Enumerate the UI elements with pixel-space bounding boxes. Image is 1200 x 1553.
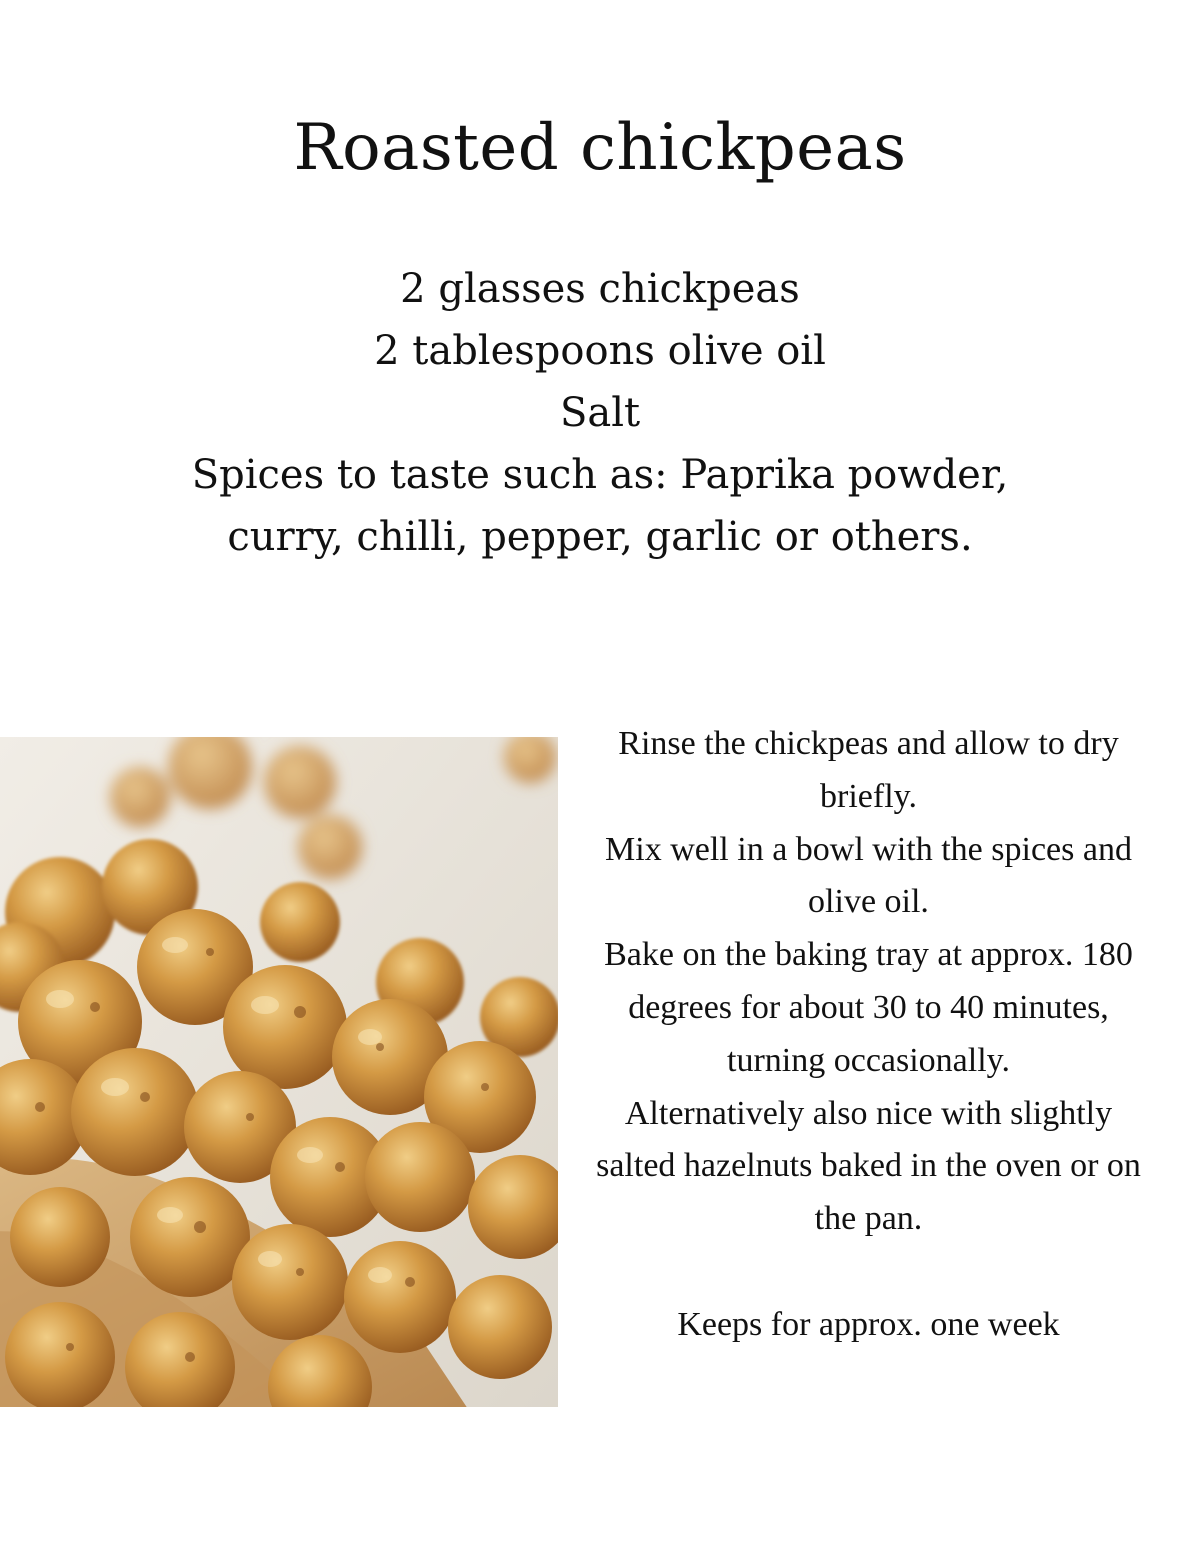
- ingredient-line: Salt: [559, 390, 641, 436]
- ingredient-line: 2 tablespoons olive oil: [374, 328, 826, 374]
- instructions: [596, 718, 1141, 1352]
- ingredients-list: [0, 258, 1200, 568]
- roasted-chickpeas-photo: [0, 737, 558, 1407]
- instruction-step: Bake on the baking tray at approx. 180 degrees for about 30 to 40 minutes, turning occasionally.: [604, 936, 1133, 1079]
- paragraph-spacer: [596, 1246, 1141, 1299]
- ingredient-line: Spices to taste such as: Paprika powder,: [191, 452, 1009, 498]
- storage-note: Keeps for approx. one week: [677, 1305, 1060, 1343]
- instruction-step: Mix well in a bowl with the spices and olive oil.: [605, 830, 1132, 921]
- instruction-step: Alternatively also nice with slightly salted hazelnuts baked in the oven or on the pan.: [596, 1094, 1141, 1238]
- ingredient-line: 2 glasses chickpeas: [400, 266, 800, 312]
- recipe-title: Roasted chickpeas: [293, 111, 907, 185]
- instruction-step: Rinse the chickpeas and allow to dry briefly.: [618, 725, 1119, 815]
- ingredient-line: curry, chilli, pepper, garlic or others.: [227, 514, 973, 560]
